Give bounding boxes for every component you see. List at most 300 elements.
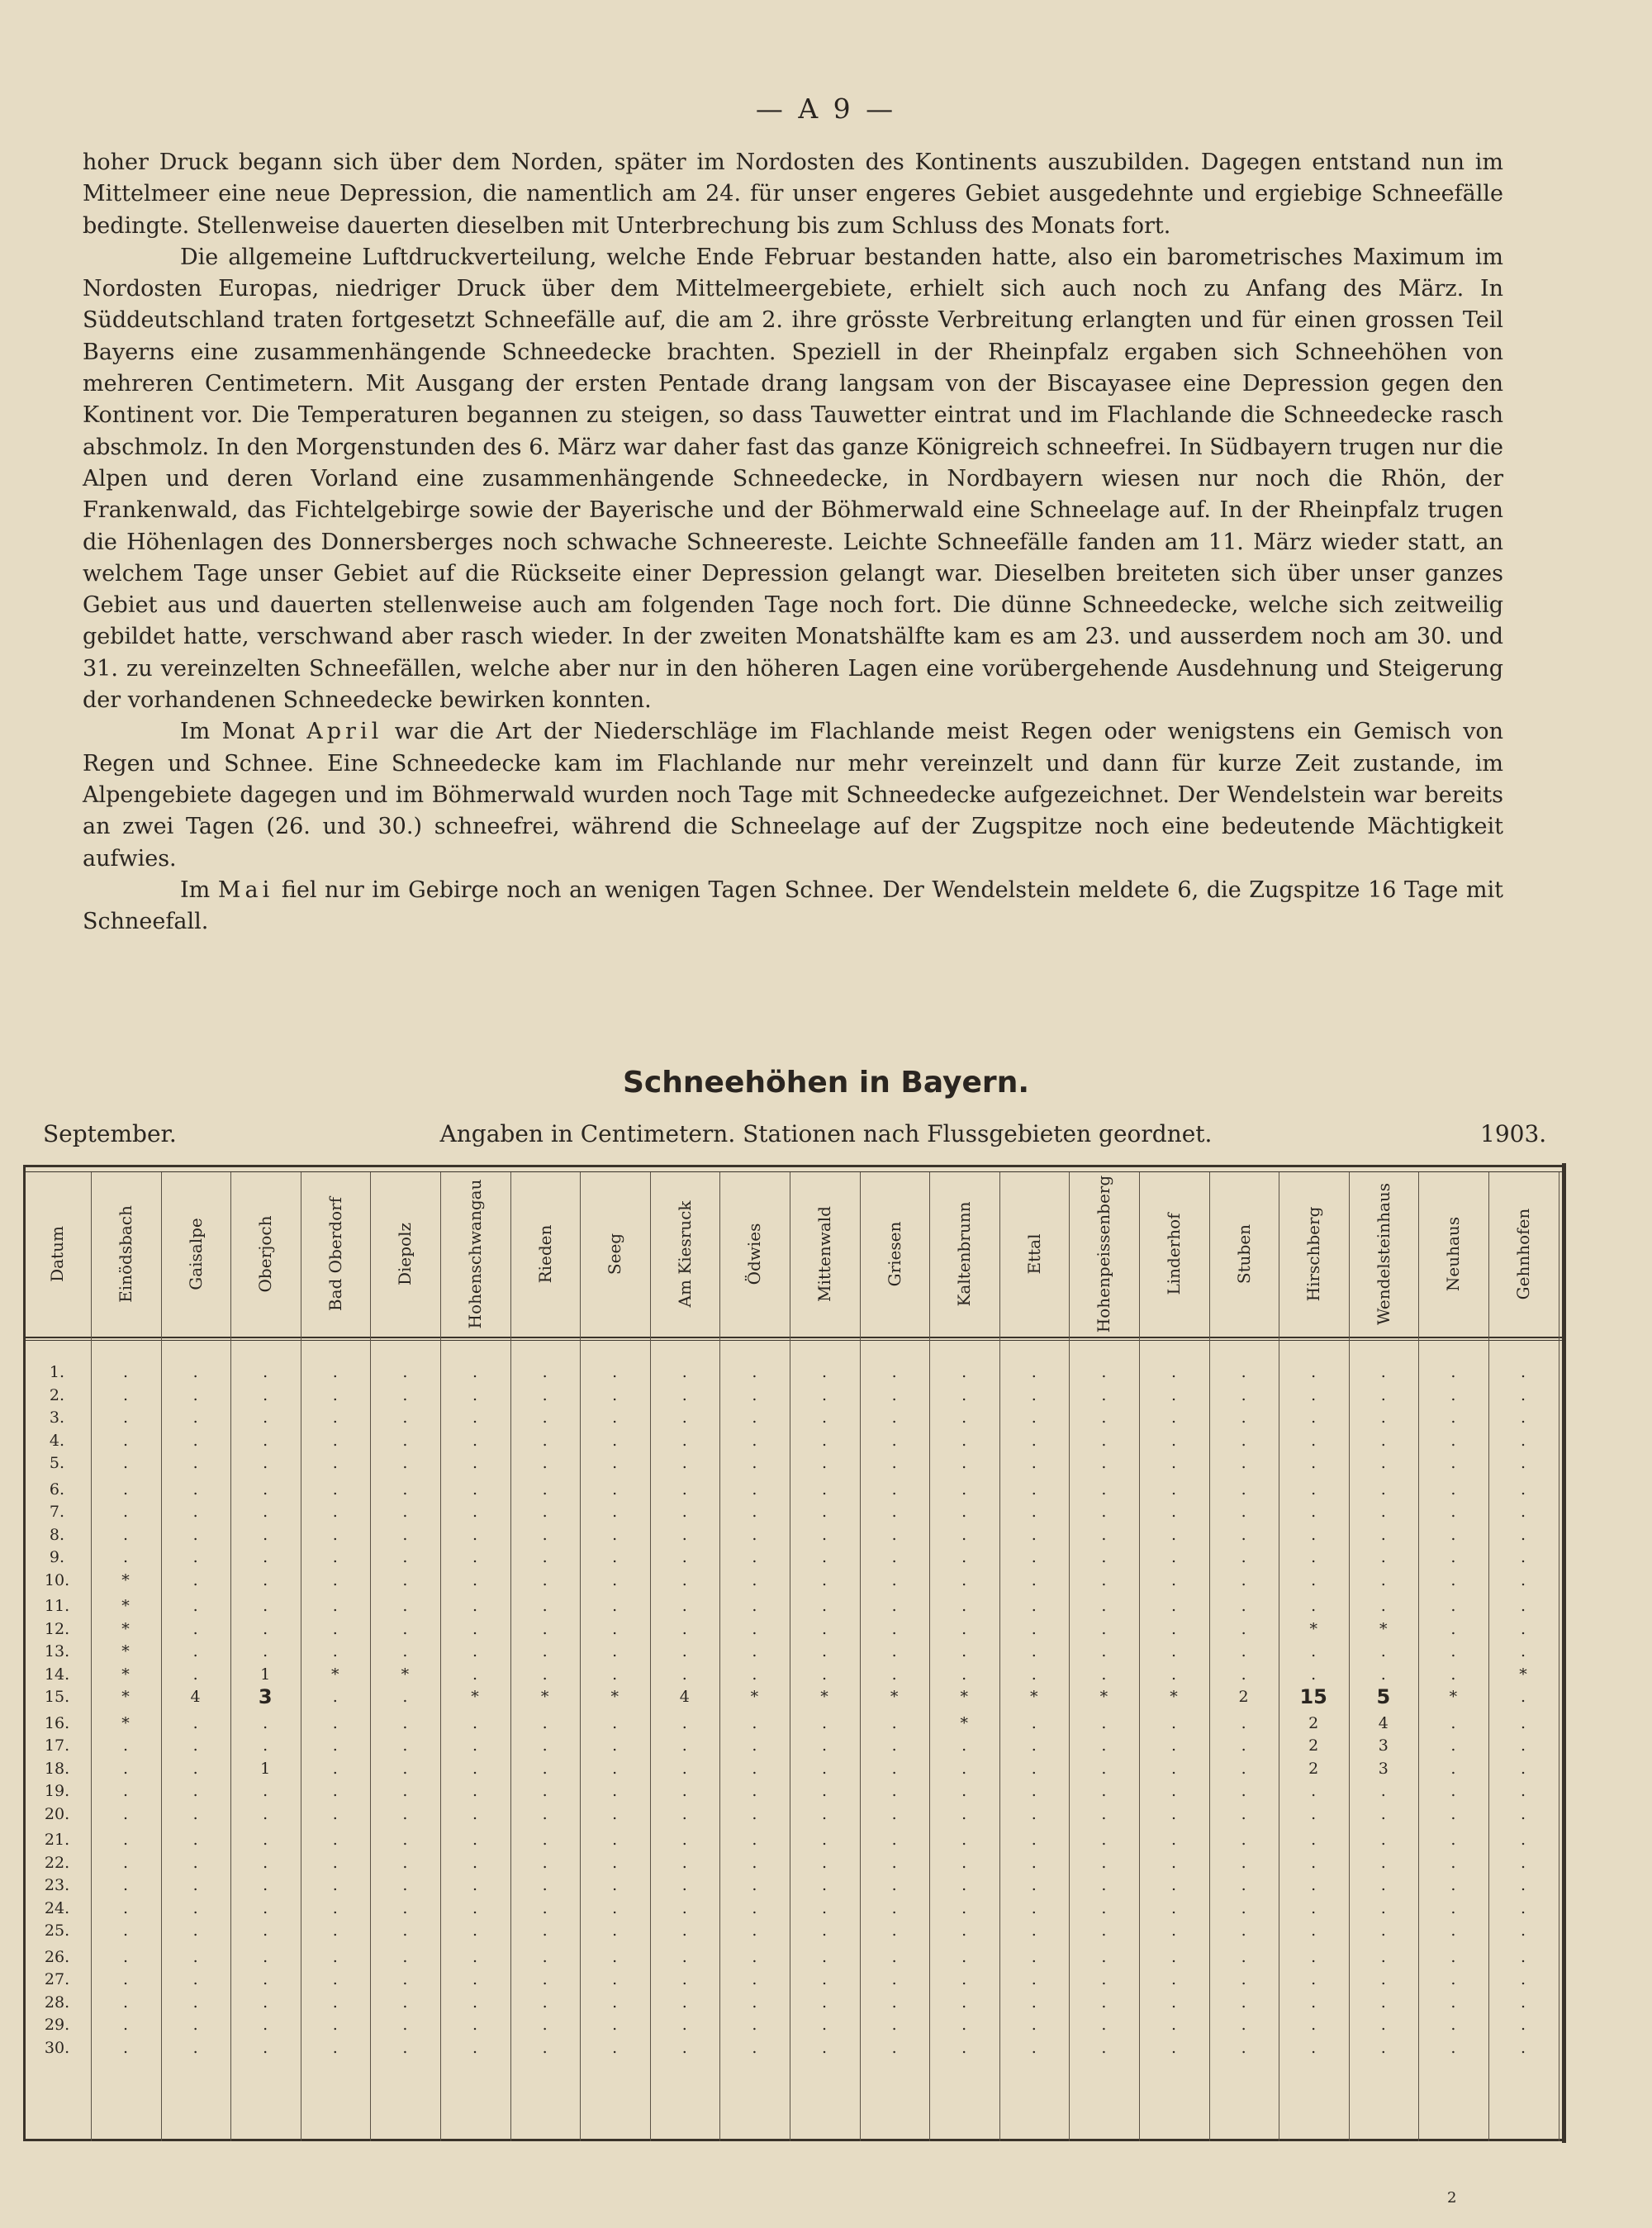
table-cell: 3 (1378, 1736, 1389, 1755)
table-cell: . (681, 1454, 687, 1472)
table-cell: . (542, 1363, 548, 1381)
table-cell: . (472, 2038, 478, 2057)
table-cell: . (192, 1642, 198, 1660)
table-cell: . (263, 1454, 268, 1472)
table-cell: . (961, 1548, 967, 1566)
date-label: 21. (44, 1831, 70, 1849)
table-cell: . (1101, 1922, 1107, 1940)
station-header: Stuben (1233, 1223, 1254, 1285)
table-cell: . (1380, 2038, 1386, 2057)
table-cell: 2 (1308, 1759, 1319, 1778)
table-cell: . (1101, 1642, 1107, 1660)
table-cell: . (1311, 2038, 1317, 2057)
table-cell: . (332, 1759, 338, 1778)
table-cell: . (332, 1970, 338, 1988)
table-cell: . (332, 1736, 338, 1755)
table-cell: . (1170, 1665, 1177, 1684)
table-cell: . (1380, 1548, 1386, 1566)
table-cell: . (332, 1898, 338, 1917)
table-cell: . (1450, 1385, 1456, 1404)
table-cell: * (1449, 1688, 1458, 1706)
table-cell: . (1520, 1363, 1526, 1381)
table-cell: . (1170, 1993, 1177, 2012)
table-cell: . (1031, 1736, 1037, 1755)
table-cell: . (472, 1454, 478, 1472)
header-rule (23, 1337, 1566, 1338)
table-cell: . (472, 1619, 478, 1638)
table-cell: . (332, 1782, 338, 1800)
table-cell: . (612, 1993, 618, 2012)
table-cell: . (891, 1853, 897, 1872)
table-cell: 4 (679, 1688, 690, 1706)
table-cell: . (1031, 1431, 1037, 1450)
station-header: Kaltenbrunn (954, 1201, 975, 1307)
table-cell: . (472, 1431, 478, 1450)
table-cell: . (542, 1619, 548, 1638)
table-cell: . (752, 1548, 757, 1566)
table-cell: . (1450, 1922, 1456, 1940)
table-cell: . (542, 1525, 548, 1544)
table-cell: . (332, 1993, 338, 2012)
table-cell: . (1170, 1548, 1177, 1566)
table-cell: . (472, 1597, 478, 1615)
table-cell: . (472, 1570, 478, 1589)
table-cell: . (821, 1970, 828, 1988)
table-cell: . (1241, 1570, 1246, 1589)
table-cell: . (891, 1548, 897, 1566)
table-cell: . (542, 1922, 548, 1940)
table-cell: . (1031, 1409, 1037, 1427)
table-cell: . (752, 1363, 757, 1381)
table-cell: . (1450, 1548, 1456, 1566)
table-cell: . (122, 1831, 129, 1849)
page-number: — A 9 — (755, 93, 897, 125)
table-cell: . (681, 1970, 687, 1988)
table-cell: . (1380, 1363, 1386, 1381)
table-cell: . (1311, 1853, 1317, 1872)
table-cell: . (961, 1898, 967, 1917)
table-cell: . (472, 1898, 478, 1917)
table-cell: . (1520, 1970, 1526, 1988)
table-cell: . (1170, 1642, 1177, 1660)
table-cell: . (122, 1385, 129, 1404)
table-cell: . (821, 1431, 828, 1450)
table-cell: . (821, 1713, 828, 1732)
table-cell: . (332, 2038, 338, 2057)
table-cell: . (891, 1503, 897, 1521)
table-cell: . (612, 1736, 618, 1755)
table-cell: . (1241, 1548, 1246, 1566)
date-label: 9. (49, 1548, 65, 1566)
date-label: 8. (49, 1525, 65, 1544)
station-header: Griesen (884, 1221, 904, 1287)
table-cell: . (263, 1876, 268, 1894)
table-cell: . (1380, 1665, 1386, 1684)
table-cell: . (122, 1898, 129, 1917)
table-cell: . (1450, 1713, 1456, 1732)
table-cell: . (681, 1503, 687, 1521)
table-cell: . (542, 1665, 548, 1684)
table-cell: . (332, 1688, 338, 1706)
table-cell: . (1450, 1454, 1456, 1472)
table-cell: . (1241, 1525, 1246, 1544)
table-cell: . (1241, 1363, 1246, 1381)
table-cell: . (1170, 1947, 1177, 1966)
table-cell: . (681, 1363, 687, 1381)
table-cell: . (402, 1454, 408, 1472)
table-cell: . (681, 1993, 687, 2012)
table-cell: . (891, 1409, 897, 1427)
table-cell: . (961, 1970, 967, 1988)
table-cell: . (263, 1385, 268, 1404)
table-cell: . (542, 1947, 548, 1966)
table-cell: . (542, 1642, 548, 1660)
table-cell: . (681, 2038, 687, 2057)
table-cell: . (1380, 1597, 1386, 1615)
table-cell: . (752, 2038, 757, 2057)
table-cell: . (122, 1759, 129, 1778)
table-cell: . (681, 1782, 687, 1800)
date-column-header: Datum (47, 1226, 67, 1282)
table-cell: . (1101, 1876, 1107, 1894)
table-cell: . (612, 1713, 618, 1732)
table-cell: . (1241, 1947, 1246, 1966)
table-cell: . (681, 1570, 687, 1589)
table-cell: . (1520, 1480, 1526, 1499)
table-cell: . (752, 1480, 757, 1499)
table-cell: . (961, 1431, 967, 1450)
table-cell: . (821, 1642, 828, 1660)
table-cell: . (1170, 1736, 1177, 1755)
table-cell: . (612, 1759, 618, 1778)
table-cell: . (1450, 1970, 1456, 1988)
table-cell: . (1380, 1831, 1386, 1849)
table-subtitle: Angaben in Centimetern. Stationen nach Flussgebieten geordnet. (439, 1120, 1213, 1147)
table-cell: . (1520, 1409, 1526, 1427)
table-cell: . (681, 1642, 687, 1660)
table-cell: . (1520, 1831, 1526, 1849)
table-cell: . (961, 1363, 967, 1381)
table-cell: . (891, 2016, 897, 2034)
table-cell: . (821, 1993, 828, 2012)
table-cell: . (1101, 1570, 1107, 1589)
table-cell: . (752, 1642, 757, 1660)
table-cell: . (402, 1736, 408, 1755)
table-cell: . (681, 1947, 687, 1966)
station-header: Linderhof (1164, 1213, 1184, 1295)
table-cell: . (472, 1947, 478, 1966)
table-cell: . (1380, 1525, 1386, 1544)
table-cell: . (1380, 1431, 1386, 1450)
date-label: 2. (49, 1385, 65, 1404)
header-rule (23, 1340, 1566, 1341)
table-cell: . (402, 1804, 408, 1823)
table-cell: . (681, 1713, 687, 1732)
table-cell: . (612, 1385, 618, 1404)
table-cell: . (542, 1759, 548, 1778)
table-cell: . (681, 1619, 687, 1638)
table-cell: . (1450, 1409, 1456, 1427)
table-cell: . (1170, 1713, 1177, 1732)
table-cell: . (472, 1642, 478, 1660)
table-cell: . (1520, 1759, 1526, 1778)
table-cell: . (681, 1385, 687, 1404)
date-label: 24. (44, 1898, 70, 1917)
table-cell: . (1311, 1570, 1317, 1589)
table-cell: * (121, 1642, 130, 1660)
table-cell: . (891, 1993, 897, 2012)
table-cell: . (263, 1804, 268, 1823)
table-cell: . (192, 1454, 198, 1472)
table-cell: . (612, 1898, 618, 1917)
table-cell: . (821, 1619, 828, 1638)
table-cell: . (263, 1548, 268, 1566)
table-cell: . (1031, 1454, 1037, 1472)
table-cell: . (1450, 1947, 1456, 1966)
table-cell: . (542, 1597, 548, 1615)
table-cell: * (610, 1688, 619, 1706)
table-cell: . (1450, 1993, 1456, 2012)
table-cell: . (1170, 1363, 1177, 1381)
table-cell: 1 (260, 1665, 271, 1684)
date-label: 4. (49, 1431, 65, 1450)
table-cell: . (961, 2038, 967, 2057)
date-label: 18. (44, 1759, 70, 1778)
table-cell: . (332, 1713, 338, 1732)
table-cell: . (1170, 1431, 1177, 1450)
table-cell: . (263, 1642, 268, 1660)
table-cell: 2 (1308, 1713, 1319, 1732)
table-cell: . (1450, 1782, 1456, 1800)
table-cell: . (1031, 1525, 1037, 1544)
table-cell: . (1450, 1853, 1456, 1872)
table-cell: . (332, 1804, 338, 1823)
table-cell: . (332, 1642, 338, 1660)
table-cell: . (1241, 1665, 1246, 1684)
table-cell: * (121, 1665, 130, 1684)
table-cell: . (821, 1597, 828, 1615)
table-cell: . (192, 1548, 198, 1566)
table-cell: . (961, 1876, 967, 1894)
table-cell: . (192, 1409, 198, 1427)
table-cell: 3 (1378, 1759, 1389, 1778)
station-header: Hohenschwangau (465, 1179, 485, 1329)
table-cell: . (1520, 1804, 1526, 1823)
table-cell: . (821, 1363, 828, 1381)
table-cell: . (1520, 1947, 1526, 1966)
date-label: 25. (44, 1922, 70, 1940)
table-year: 1903. (1480, 1120, 1547, 1147)
table-cell: . (192, 1922, 198, 1940)
table-cell: . (1311, 1525, 1317, 1544)
table-cell: . (263, 1363, 268, 1381)
table-cell: . (1101, 1480, 1107, 1499)
station-header: Bad Oberdorf (325, 1196, 345, 1312)
table-cell: . (542, 1898, 548, 1917)
table-cell: . (1031, 1480, 1037, 1499)
table-cell: . (1520, 2038, 1526, 2057)
table-cell: . (612, 1947, 618, 1966)
table-cell: . (472, 1385, 478, 1404)
table-cell: . (263, 1736, 268, 1755)
table-cell: . (1380, 1970, 1386, 1988)
table-cell: . (821, 1922, 828, 1940)
table-cell: . (891, 1713, 897, 1732)
table-cell: . (612, 1503, 618, 1521)
table-cell: . (612, 1922, 618, 1940)
table-cell: . (1031, 1782, 1037, 1800)
table-cell: . (961, 1759, 967, 1778)
table-cell: . (961, 1736, 967, 1755)
table-cell: . (402, 1713, 408, 1732)
table-cell: . (1101, 1782, 1107, 1800)
table-cell: . (1170, 2016, 1177, 2034)
table-cell: . (612, 2038, 618, 2057)
table-cell: . (542, 2038, 548, 2057)
table-cell: . (681, 1597, 687, 1615)
table-cell: . (192, 2016, 198, 2034)
table-cell: . (122, 1970, 129, 1988)
table-cell: . (402, 1782, 408, 1800)
table-cell: . (681, 1665, 687, 1684)
station-header: Hirschberg (1303, 1206, 1324, 1302)
table-cell: . (1520, 1922, 1526, 1940)
table-cell: . (402, 1898, 408, 1917)
table-cell: . (1031, 1363, 1037, 1381)
table-cell: . (1241, 1480, 1246, 1499)
table-cell: . (472, 1804, 478, 1823)
table-cell: . (612, 1782, 618, 1800)
table-cell: . (1170, 1804, 1177, 1823)
table-cell: . (402, 1480, 408, 1499)
table-cell: . (192, 1503, 198, 1521)
table-cell: . (122, 1804, 129, 1823)
table-cell: . (1520, 1548, 1526, 1566)
table-cell: . (402, 1619, 408, 1638)
date-label: 28. (44, 1993, 70, 2012)
table-cell: . (1031, 1713, 1037, 1732)
table-cell: . (263, 1713, 268, 1732)
table-cell: . (1450, 1480, 1456, 1499)
table-cell: . (752, 2016, 757, 2034)
table-cell: . (1170, 1409, 1177, 1427)
table-month: September. (43, 1120, 177, 1147)
table-cell: . (472, 1759, 478, 1778)
table-cell: . (1380, 1993, 1386, 2012)
station-header: Mittenwald (814, 1206, 834, 1302)
table-cell: . (1170, 2038, 1177, 2057)
table-cell: . (821, 1525, 828, 1544)
table-cell: . (472, 1922, 478, 1940)
table-cell: . (1520, 1642, 1526, 1660)
table-cell: . (542, 1548, 548, 1566)
table-cell: . (1241, 1898, 1246, 1917)
table-cell: . (752, 1503, 757, 1521)
table-cell: . (612, 1831, 618, 1849)
table-cell: . (542, 2016, 548, 2034)
table-cell: . (1031, 1922, 1037, 1940)
table-cell: . (1520, 1713, 1526, 1732)
table-cell: . (821, 1876, 828, 1894)
table-cell: . (542, 1804, 548, 1823)
table-cell: . (961, 1525, 967, 1544)
table-cell: . (1311, 1597, 1317, 1615)
table-cell: 3 (258, 1685, 273, 1708)
table-cell: . (332, 1503, 338, 1521)
table-cell: . (542, 1570, 548, 1589)
table-cell: . (752, 1970, 757, 1988)
table-cell: . (192, 1385, 198, 1404)
table-cell: . (1101, 1804, 1107, 1823)
table-cell: . (1380, 1922, 1386, 1940)
table-cell: . (821, 1804, 828, 1823)
table-cell: * (121, 1688, 130, 1706)
table-cell: . (1031, 1597, 1037, 1615)
table-cell: . (1241, 1759, 1246, 1778)
table-cell: . (1241, 1454, 1246, 1472)
table-cell: * (1519, 1665, 1527, 1684)
table-cell: . (1450, 1619, 1456, 1638)
table-cell: . (472, 1876, 478, 1894)
table-cell: . (1241, 1804, 1246, 1823)
table-cell: . (1520, 1431, 1526, 1450)
table-cell: . (332, 1853, 338, 1872)
table-cell: . (263, 1782, 268, 1800)
table-cell: . (1450, 1759, 1456, 1778)
table-cell: . (961, 1454, 967, 1472)
table-cell: . (263, 1409, 268, 1427)
date-label: 26. (44, 1947, 70, 1966)
table-cell: . (821, 1898, 828, 1917)
paragraph: Im Monat April war die Art der Niederschläge im Flachlande meist Regen oder wenigstens ein Gemisch von Regen und Schnee. Eine Schneedecke kam im Flachlande nur mehr vereinzelt und dann für kurze Zeit zustande, im Alpengebiete dagegen und im Böhmerwald wurden noch Tage mit Schneedecke aufgezeichnet. Der Wendelstein war bereits an zwei Tagen (26. und 30.) schneefrei, während die Schneelage auf der Zugspitze noch eine bedeutende Mächtigkeit aufwies. (83, 719, 1503, 872)
station-header: Hohenpeissenberg (1094, 1175, 1114, 1333)
table-cell: * (331, 1665, 339, 1684)
table-cell: . (542, 1503, 548, 1521)
date-label: 27. (44, 1970, 70, 1988)
table-cell: . (821, 1454, 828, 1472)
table-cell: . (472, 1853, 478, 1872)
table-cell: 15 (1299, 1685, 1327, 1708)
table-cell: . (402, 1876, 408, 1894)
table-cell: . (891, 1970, 897, 1988)
table-cell: . (332, 1548, 338, 1566)
table-cell: * (1379, 1619, 1388, 1638)
table-cell: . (1311, 1548, 1317, 1566)
table-cell: . (1380, 1947, 1386, 1966)
table-cell: . (1311, 1993, 1317, 2012)
table-cell: . (681, 1525, 687, 1544)
table-cell: . (1101, 1831, 1107, 1849)
table-cell: . (192, 1363, 198, 1381)
table-cell: . (1380, 1853, 1386, 1872)
table-cell: . (263, 1831, 268, 1849)
table-cell: . (192, 1970, 198, 1988)
table-cell: . (1520, 1385, 1526, 1404)
table-cell: . (1031, 2016, 1037, 2034)
table-cell: . (542, 1454, 548, 1472)
table-cell: . (1311, 1947, 1317, 1966)
table-cell: . (542, 1853, 548, 1872)
table-cell: . (192, 1831, 198, 1849)
table-cell: . (961, 1831, 967, 1849)
table-cell: . (1450, 1804, 1456, 1823)
table-cell: . (122, 1876, 129, 1894)
table-cell: . (1450, 1665, 1456, 1684)
table-cell: . (192, 1480, 198, 1499)
table-cell: . (472, 2016, 478, 2034)
table-cell: . (961, 1409, 967, 1427)
table-cell: . (612, 1853, 618, 1872)
